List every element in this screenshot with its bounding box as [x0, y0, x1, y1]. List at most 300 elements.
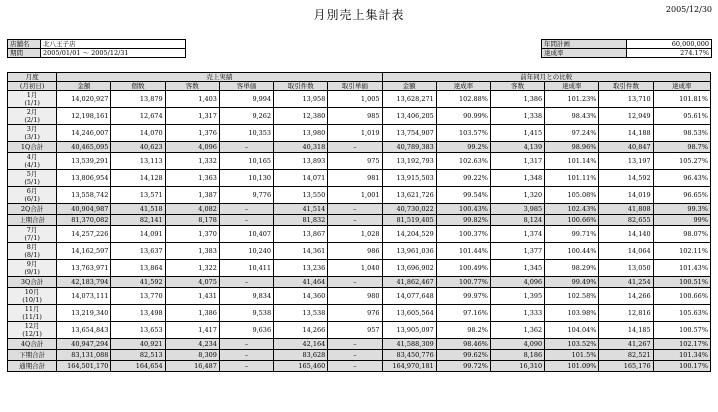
table-row	[8, 350, 711, 361]
value-cell: 1,403	[165, 91, 219, 108]
value-cell: 82,521	[599, 350, 653, 361]
value-cell: 1,317	[490, 153, 544, 170]
value-cell: 100.17%	[653, 361, 710, 372]
value-cell: 985	[328, 108, 382, 125]
value-cell: 8,178	[165, 215, 219, 226]
value-cell: 1,040	[328, 260, 382, 277]
table-row	[8, 243, 711, 260]
value-cell: 14,091	[111, 226, 165, 243]
value-cell: 4,096	[490, 277, 544, 288]
value-cell: 13,050	[599, 260, 653, 277]
value-cell: 1,376	[165, 125, 219, 142]
value-cell: 40,789,383	[382, 142, 436, 153]
value-cell: 976	[328, 305, 382, 322]
value-cell: –	[328, 142, 382, 153]
value-cell: 1,377	[490, 243, 544, 260]
month-label: 4月	[26, 153, 38, 161]
table-row	[8, 361, 711, 372]
value-cell: 82,655	[599, 215, 653, 226]
month-label: 下期合計	[19, 351, 46, 359]
value-cell: 14,070	[111, 125, 165, 142]
value-cell: 9,776	[219, 187, 273, 204]
value-cell: 13,236	[274, 260, 328, 277]
month-label: (8/1)	[24, 251, 40, 259]
column-header: 達成率	[436, 82, 490, 91]
month-label: 2Q合計	[20, 205, 44, 213]
value-cell: 105.27%	[653, 153, 710, 170]
value-cell: 101.44%	[436, 243, 490, 260]
value-cell: 10,165	[219, 153, 273, 170]
table-row	[8, 305, 711, 322]
value-cell: 104.04%	[545, 322, 599, 339]
value-cell: 13,893	[274, 153, 328, 170]
month-label: (12/1)	[22, 330, 42, 338]
value-cell: 14,128	[111, 170, 165, 187]
value-cell: –	[328, 361, 382, 372]
value-cell: 41,518	[111, 204, 165, 215]
table-row	[8, 91, 711, 108]
value-cell: 13,605,564	[382, 305, 436, 322]
value-cell: 40,623	[111, 142, 165, 153]
value-cell: 1,322	[165, 260, 219, 277]
value-cell: 14,592	[599, 170, 653, 187]
value-cell: 100.51%	[653, 277, 710, 288]
report-date: 2005/12/30	[665, 5, 712, 14]
value-cell: 12,380	[274, 108, 328, 125]
value-cell: 1,348	[490, 170, 544, 187]
month-label: 1月	[26, 91, 38, 99]
value-cell: 165,176	[599, 361, 653, 372]
value-cell: 99.72%	[436, 361, 490, 372]
month-label: 1Q合計	[20, 143, 44, 151]
month-label: (6/1)	[24, 195, 40, 203]
value-cell: 13,539,291	[57, 153, 111, 170]
table-row	[8, 204, 711, 215]
value-cell: 12,949	[599, 108, 653, 125]
value-cell: 10,407	[219, 226, 273, 243]
value-cell: –	[328, 277, 382, 288]
value-cell: 13,113	[111, 153, 165, 170]
value-cell: –	[219, 361, 273, 372]
value-cell: 41,808	[599, 204, 653, 215]
table-row	[8, 226, 711, 243]
month-cell	[8, 125, 57, 142]
value-cell: 4,090	[490, 339, 544, 350]
value-cell: 13,637	[111, 243, 165, 260]
value-cell: 10,130	[219, 170, 273, 187]
month-cell	[8, 288, 57, 305]
value-cell: 14,188	[599, 125, 653, 142]
month-cell	[8, 243, 57, 260]
value-cell: 101.5%	[545, 350, 599, 361]
value-cell: 101.23%	[545, 91, 599, 108]
value-cell: 14,257,226	[57, 226, 111, 243]
value-cell: 41,588,309	[382, 339, 436, 350]
value-cell: 41,862,467	[382, 277, 436, 288]
value-cell: 13,192,793	[382, 153, 436, 170]
value-cell: 99.71%	[545, 226, 599, 243]
month-cell	[8, 277, 57, 288]
value-cell: 81,519,405	[382, 215, 436, 226]
value-cell: 100.77%	[436, 277, 490, 288]
month-cell	[8, 91, 57, 108]
value-cell: 90.99%	[436, 108, 490, 125]
value-cell: 41,267	[599, 339, 653, 350]
value-cell: 14,019	[599, 187, 653, 204]
value-cell: 98.29%	[545, 260, 599, 277]
value-cell: 1,345	[490, 260, 544, 277]
value-cell: 100.37%	[436, 226, 490, 243]
value-cell: 13,406,205	[382, 108, 436, 125]
value-cell: 103.98%	[545, 305, 599, 322]
value-cell: 83,131,088	[57, 350, 111, 361]
value-cell: 82,141	[111, 215, 165, 226]
value-cell: 40,904,987	[57, 204, 111, 215]
value-cell: 16,310	[490, 361, 544, 372]
value-cell: 83,628	[274, 350, 328, 361]
month-label: 10月	[24, 288, 40, 296]
column-header: 取引件数	[599, 82, 653, 91]
value-cell: 82,513	[111, 350, 165, 361]
month-label: 3月	[26, 125, 38, 133]
month-label: 11月	[24, 305, 40, 313]
value-cell: 41,254	[599, 277, 653, 288]
value-cell: 16,487	[165, 361, 219, 372]
value-cell: 9,994	[219, 91, 273, 108]
table-row	[8, 322, 711, 339]
store-info-table	[7, 39, 186, 58]
value-cell: 1,333	[490, 305, 544, 322]
value-cell: 96.43%	[653, 170, 710, 187]
value-cell: 10,411	[219, 260, 273, 277]
value-cell: 1,001	[328, 187, 382, 204]
value-cell: 9,538	[219, 305, 273, 322]
column-header: 達成率	[545, 82, 599, 91]
value-cell: –	[219, 350, 273, 361]
value-cell: 9,262	[219, 108, 273, 125]
value-cell: 13,550	[274, 187, 328, 204]
month-cell	[8, 305, 57, 322]
table-row	[8, 288, 711, 305]
value-cell: 981	[328, 170, 382, 187]
value-cell: 41,592	[111, 277, 165, 288]
value-cell: 81,370,082	[57, 215, 111, 226]
value-cell: 14,071	[274, 170, 328, 187]
value-cell: 14,162,597	[57, 243, 111, 260]
value-cell: 8,124	[490, 215, 544, 226]
value-cell: 8,186	[490, 350, 544, 361]
value-cell: 13,628,271	[382, 91, 436, 108]
store-label: 店舗名	[8, 40, 41, 49]
value-cell: –	[219, 339, 273, 350]
value-cell: 98.46%	[436, 339, 490, 350]
value-cell: 99%	[653, 215, 710, 226]
value-cell: 101.09%	[545, 361, 599, 372]
value-cell: 103.57%	[436, 125, 490, 142]
month-cell	[8, 142, 57, 153]
value-cell: 14,020,927	[57, 91, 111, 108]
month-label: 6月	[26, 187, 38, 195]
value-cell: 40,921	[111, 339, 165, 350]
value-cell: 100.49%	[436, 260, 490, 277]
month-label: 2月	[26, 108, 38, 116]
table-row	[8, 153, 711, 170]
table-row	[8, 170, 711, 187]
month-cell	[8, 350, 57, 361]
value-cell: 100.43%	[436, 204, 490, 215]
month-header: 月度	[8, 73, 57, 82]
value-cell: 13,867	[274, 226, 328, 243]
table-row	[8, 215, 711, 226]
value-cell: 95.61%	[653, 108, 710, 125]
value-cell: 14,073,111	[57, 288, 111, 305]
month-label: 通期合計	[19, 362, 46, 370]
month-label: 4Q合計	[20, 340, 44, 348]
column-header: 金額	[57, 82, 111, 91]
month-label: (3/1)	[24, 133, 40, 141]
value-cell: 10,240	[219, 243, 273, 260]
period-label: 期間	[8, 49, 41, 58]
prev-year-header: 前年同月との比較	[382, 73, 710, 82]
value-cell: –	[219, 142, 273, 153]
month-label: 12月	[24, 322, 40, 330]
value-cell: 164,970,181	[382, 361, 436, 372]
value-cell: 14,077,648	[382, 288, 436, 305]
value-cell: –	[219, 215, 273, 226]
value-cell: 100.44%	[545, 243, 599, 260]
month-label: 9月	[26, 260, 38, 268]
value-cell: 102.17%	[653, 339, 710, 350]
value-cell: –	[219, 204, 273, 215]
month-label: 3Q合計	[20, 278, 44, 286]
value-cell: 105.63%	[653, 305, 710, 322]
month-label: (4/1)	[24, 161, 40, 169]
value-cell: –	[328, 350, 382, 361]
month-cell	[8, 170, 57, 187]
month-cell	[8, 108, 57, 125]
value-cell: 13,763,971	[57, 260, 111, 277]
value-cell: 13,558,742	[57, 187, 111, 204]
value-cell: 13,770	[111, 288, 165, 305]
column-header: 個数	[111, 82, 165, 91]
table-row	[8, 339, 711, 350]
table-row	[8, 260, 711, 277]
month-label: (7/1)	[24, 234, 40, 242]
value-cell: 100.66%	[545, 215, 599, 226]
value-cell: 12,198,161	[57, 108, 111, 125]
value-cell: 99.82%	[436, 215, 490, 226]
month-label: (1/1)	[24, 99, 40, 107]
month-cell	[8, 204, 57, 215]
value-cell: 1,363	[165, 170, 219, 187]
value-cell: 1,317	[165, 108, 219, 125]
value-cell: 1,028	[328, 226, 382, 243]
value-cell: 4,096	[165, 142, 219, 153]
value-cell: 13,498	[111, 305, 165, 322]
value-cell: 13,696,902	[382, 260, 436, 277]
value-cell: 1,362	[490, 322, 544, 339]
table-row	[8, 142, 711, 153]
plan-label: 年間計画	[542, 40, 627, 49]
value-cell: 97.24%	[545, 125, 599, 142]
month-cell	[8, 226, 57, 243]
value-cell: 99.2%	[436, 142, 490, 153]
value-cell: 1,374	[490, 226, 544, 243]
value-cell: 13,980	[274, 125, 328, 142]
plan-table	[541, 39, 712, 58]
column-header: 取引単価	[328, 82, 382, 91]
value-cell: 13,961,036	[382, 243, 436, 260]
value-cell: 98.07%	[653, 226, 710, 243]
month-label: (5/1)	[24, 178, 40, 186]
value-cell: 1,005	[328, 91, 382, 108]
value-cell: 13,653	[111, 322, 165, 339]
value-cell: 14,266	[599, 288, 653, 305]
value-cell: 40,847	[599, 142, 653, 153]
value-cell: 4,082	[165, 204, 219, 215]
value-cell: 14,185	[599, 322, 653, 339]
sales-rows	[8, 91, 711, 372]
value-cell: 1,417	[165, 322, 219, 339]
column-header: 金額	[382, 82, 436, 91]
value-cell: 99.49%	[545, 277, 599, 288]
month-label: 7月	[26, 226, 38, 234]
value-cell: 1,386	[165, 305, 219, 322]
value-cell: 1,383	[165, 243, 219, 260]
value-cell: 100.66%	[653, 288, 710, 305]
value-cell: 98.2%	[436, 322, 490, 339]
value-cell: 165,460	[274, 361, 328, 372]
column-header: 取引件数	[274, 82, 328, 91]
column-header: 客数	[490, 82, 544, 91]
value-cell: 40,730,022	[382, 204, 436, 215]
value-cell: 83,450,776	[382, 350, 436, 361]
rate-value: 274.17%	[627, 49, 712, 58]
value-cell: 41,464	[274, 277, 328, 288]
value-cell: 99.97%	[436, 288, 490, 305]
value-cell: 103.52%	[545, 339, 599, 350]
column-header: 達成率	[653, 82, 710, 91]
month-cell	[8, 361, 57, 372]
value-cell: 13,806,954	[57, 170, 111, 187]
value-cell: 1,019	[328, 125, 382, 142]
value-cell: 164,654	[111, 361, 165, 372]
value-cell: 14,064	[599, 243, 653, 260]
month-label: 5月	[26, 170, 38, 178]
period-value: 2005/01/01 ～ 2005/12/31	[41, 49, 186, 58]
value-cell: 13,710	[599, 91, 653, 108]
value-cell: 101.43%	[653, 260, 710, 277]
value-cell: 101.14%	[545, 153, 599, 170]
value-cell: 4,139	[490, 142, 544, 153]
month-cell	[8, 322, 57, 339]
value-cell: 1,370	[165, 226, 219, 243]
value-cell: –	[328, 339, 382, 350]
table-row	[8, 277, 711, 288]
month-label: (9/1)	[24, 268, 40, 276]
value-cell: 13,905,097	[382, 322, 436, 339]
value-cell: 96.65%	[653, 187, 710, 204]
value-cell: 101.81%	[653, 91, 710, 108]
value-cell: 40,465,095	[57, 142, 111, 153]
month-label: (11/1)	[22, 313, 42, 321]
value-cell: 100.57%	[653, 322, 710, 339]
value-cell: 957	[328, 322, 382, 339]
value-cell: 4,234	[165, 339, 219, 350]
column-header: 客単価	[219, 82, 273, 91]
value-cell: 1,431	[165, 288, 219, 305]
value-cell: 102.58%	[545, 288, 599, 305]
value-cell: 99.54%	[436, 187, 490, 204]
value-cell: 98.96%	[545, 142, 599, 153]
value-cell: 1,338	[490, 108, 544, 125]
value-cell: 4,075	[165, 277, 219, 288]
value-cell: 42,183,794	[57, 277, 111, 288]
value-cell: 42,164	[274, 339, 328, 350]
value-cell: 102.63%	[436, 153, 490, 170]
value-cell: 1,387	[165, 187, 219, 204]
value-cell: 13,538	[274, 305, 328, 322]
value-cell: 12,816	[599, 305, 653, 322]
value-cell: –	[328, 215, 382, 226]
value-cell: 1,395	[490, 288, 544, 305]
value-cell: 40,318	[274, 142, 328, 153]
value-cell: 13,654,843	[57, 322, 111, 339]
value-cell: 1,320	[490, 187, 544, 204]
value-cell: 14,204,529	[382, 226, 436, 243]
value-cell: 13,879	[111, 91, 165, 108]
value-cell: 102.11%	[653, 243, 710, 260]
value-cell: 98.43%	[545, 108, 599, 125]
value-cell: 41,514	[274, 204, 328, 215]
plan-value: 60,000,000	[627, 40, 712, 49]
store-value: 北八王子店	[41, 40, 186, 49]
value-cell: –	[219, 277, 273, 288]
month-label: (2/1)	[24, 116, 40, 124]
value-cell: 99.22%	[436, 170, 490, 187]
value-cell: 14,360	[274, 288, 328, 305]
value-cell: 13,915,503	[382, 170, 436, 187]
rate-label: 達成率	[542, 49, 627, 58]
value-cell: 98.53%	[653, 125, 710, 142]
value-cell: 1,386	[490, 91, 544, 108]
value-cell: 81,832	[274, 215, 328, 226]
value-cell: 13,197	[599, 153, 653, 170]
sales-header: 売上実績	[57, 73, 382, 82]
value-cell: 98.7%	[653, 142, 710, 153]
value-cell: 1,332	[165, 153, 219, 170]
value-cell: 13,864	[111, 260, 165, 277]
value-cell: 986	[328, 243, 382, 260]
value-cell: 9,834	[219, 288, 273, 305]
value-cell: 99.3%	[653, 204, 710, 215]
value-cell: 13,754,907	[382, 125, 436, 142]
value-cell: 105.08%	[545, 187, 599, 204]
value-cell: 99.62%	[436, 350, 490, 361]
month-cell	[8, 153, 57, 170]
value-cell: 40,947,294	[57, 339, 111, 350]
value-cell: 97.16%	[436, 305, 490, 322]
value-cell: 13,621,726	[382, 187, 436, 204]
value-cell: 14,246,007	[57, 125, 111, 142]
table-row	[8, 108, 711, 125]
value-cell: 13,571	[111, 187, 165, 204]
month-label: 8月	[26, 243, 38, 251]
first-day-header: (月初日)	[8, 82, 57, 91]
value-cell: 1,415	[490, 125, 544, 142]
table-row	[8, 125, 711, 142]
value-cell: 164,501,170	[57, 361, 111, 372]
